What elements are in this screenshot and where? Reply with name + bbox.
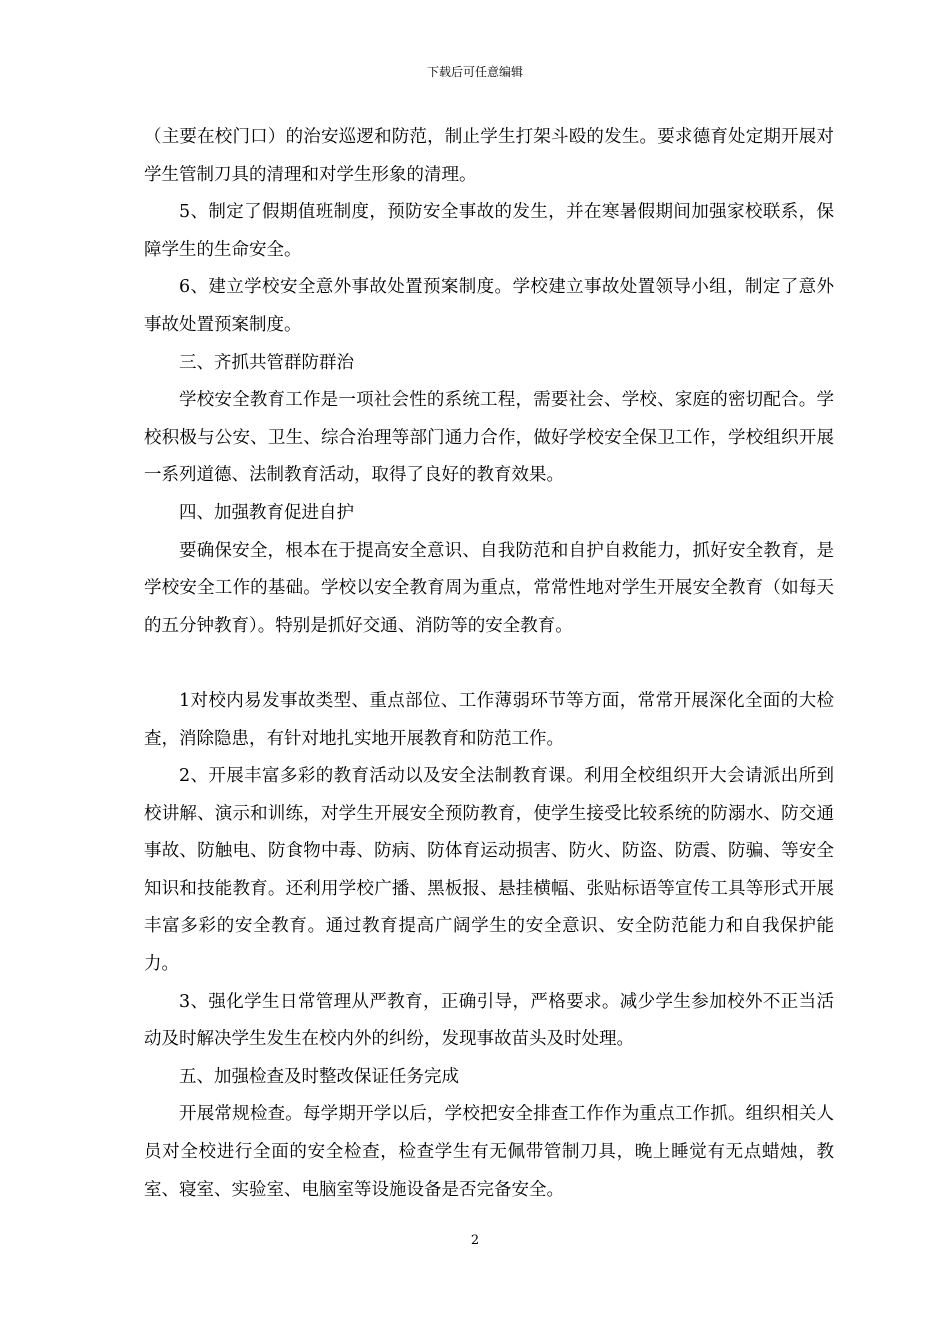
page-header: 下载后可任意编辑	[426, 65, 523, 79]
section-heading-3: 三、齐抓共管群防群治	[179, 352, 354, 373]
section-heading-4: 四、加强教育促进自护	[179, 502, 354, 523]
paragraph-continuation: （主要在校门口）的治安巡逻和防范，制止学生打架斗殴的发生。要求德育处定期开展对学生管制刀具的清理和对学生形象的清理。	[144, 127, 834, 185]
section-heading-5: 五、加强检查及时整改保证任务完成	[179, 1066, 459, 1087]
paragraph-list-item-2: 2、开展丰富多彩的教育活动以及安全法制教育课。利用全校组织开大会请派出所到校讲解、演示和训练，对学生开展安全预防教育，使学生接受比较系统的防溺水、防交通事故、防触电、防食物中毒、防病、防体育运动损害、防火、防盗、防震、防骗、等安全知识和技能教育。还利用学校广播、黑板报、悬挂横幅、张贴标语等宣传工具等形式开展丰富多彩的安全教育。通过教育提高广阔学生的安全意识、安全防范能力和自我保护能力。	[144, 766, 834, 975]
paragraph-section-4-body: 要确保安全，根本在于提高安全意识、自我防范和自护自救能力，抓好安全教育，是学校安全工作的基础。学校以安全教育周为重点，常常性地对学生开展安全教育（如每天的五分钟教育）。特别是抓好交通、消防等的安全教育。	[144, 540, 834, 636]
paragraph-item-6: 6、建立学校安全意外事故处置预案制度。学校建立事故处置领导小组，制定了意外事故处置预案制度。	[144, 277, 834, 335]
paragraph-list-item-1: 1对校内易发事故类型、重点部位、工作薄弱环节等方面，常常开展深化全面的大检查，消除隐患，有针对地扎实地开展教育和防范工作。	[144, 690, 834, 749]
paragraph-section-3-body: 学校安全教育工作是一项社会性的系统工程，需要社会、学校、家庭的密切配合。学校积极与公安、卫生、综合治理等部门通力合作，做好学校安全保卫工作，学校组织开展一系列道德、法制教育活动，取得了良好的教育效果。	[144, 390, 834, 486]
paragraph-list-item-3: 3、强化学生日常管理从严教育，正确引导，严格要求。减少学生参加校外不正当活动及时解决学生发生在校内外的纠纷，发现事故苗头及时处理。	[144, 991, 834, 1050]
paragraph-section-5-body: 开展常规检查。每学期开学以后，学校把安全排查工作作为重点工作抓。组织相关人员对全校进行全面的安全检查，检查学生有无佩带管制刀具，晚上睡觉有无点蜡烛，教室、寝室、实验室、电脑室等设施设备是否完备安全。	[144, 1104, 834, 1200]
document-body	[144, 119, 834, 1209]
paragraph-item-5: 5、制定了假期值班制度，预防安全事故的发生，并在寒暑假期间加强家校联系，保障学生的生命安全。	[144, 202, 834, 260]
page-number: 2	[470, 1233, 480, 1248]
